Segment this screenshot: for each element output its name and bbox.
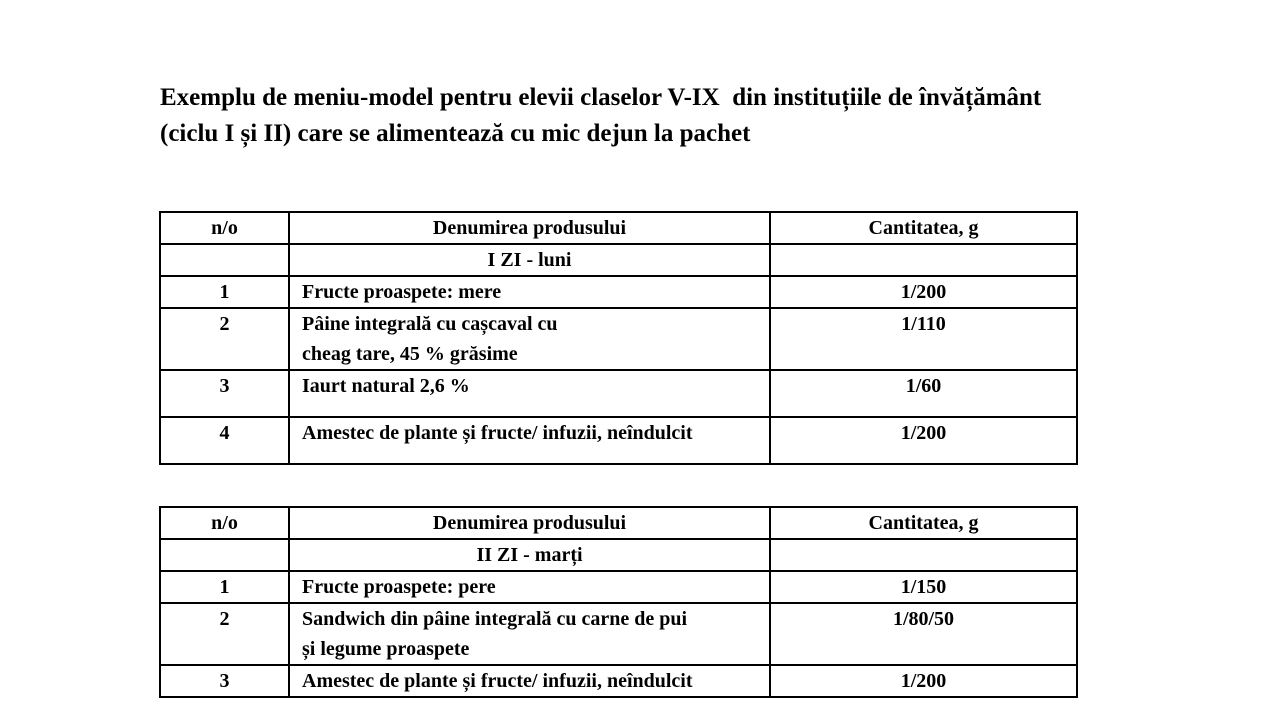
table-header-row (160, 507, 1077, 539)
header-no: n/o (160, 507, 289, 539)
header-quantity: Cantitatea, g (770, 507, 1077, 539)
header-product-name: Denumirea produsului (289, 507, 770, 539)
quantity-value: 1/150 (770, 571, 1077, 603)
product-name-line-1: Pâine integrală cu cașcaval cu (302, 313, 558, 335)
day-row-empty-no (160, 539, 289, 571)
table-header-row (160, 212, 1077, 244)
product-name-line-1: Amestec de plante și fructe/ infuzii, neîndulcit (302, 670, 693, 692)
day-row (160, 244, 1077, 276)
document-title (160, 80, 1160, 152)
title-line-1: Exemplu de meniu-model pentru elevii claselor V-IX din instituțiile de învățământ (160, 84, 1042, 111)
table-row (160, 370, 1077, 417)
quantity-value: 1/80/50 (770, 603, 1077, 665)
day-row-empty-qty (770, 244, 1077, 276)
row-number: 3 (160, 370, 289, 417)
table-row (160, 571, 1077, 603)
menu-table-day-1 (159, 211, 1078, 465)
product-name (289, 665, 770, 697)
quantity-value: 1/200 (770, 417, 1077, 464)
header-product-name: Denumirea produsului (289, 212, 770, 244)
day-label: I ZI - luni (289, 244, 770, 276)
table-row (160, 276, 1077, 308)
quantity-value: 1/200 (770, 665, 1077, 697)
quantity-value: 1/60 (770, 370, 1077, 417)
product-name-line-1: Sandwich din pâine integrală cu carne de pui (302, 608, 688, 630)
row-number: 2 (160, 308, 289, 370)
product-name-line-1: Iaurt natural 2,6 % (302, 375, 470, 397)
table-row (160, 417, 1077, 464)
product-name-line-1: Fructe proaspete: mere (302, 281, 502, 303)
day-row (160, 539, 1077, 571)
product-name (289, 571, 770, 603)
table-row (160, 308, 1077, 370)
table-row (160, 603, 1077, 665)
header-no: n/o (160, 212, 289, 244)
product-name (289, 603, 770, 665)
row-number: 4 (160, 417, 289, 464)
title-line-2: (ciclu I și II) care se alimentează cu mic dejun la pachet (160, 120, 751, 147)
day-row-empty-no (160, 244, 289, 276)
product-name-line-1: Fructe proaspete: pere (302, 576, 496, 598)
product-name-line-2: cheag tare, 45 % grăsime (302, 343, 518, 365)
product-name-line-2: și legume proaspete (302, 638, 470, 660)
row-number: 1 (160, 571, 289, 603)
day-label: II ZI - marți (289, 539, 770, 571)
table-row (160, 665, 1077, 697)
day-row-empty-qty (770, 539, 1077, 571)
product-name-line-1: Amestec de plante și fructe/ infuzii, neîndulcit (302, 422, 693, 444)
quantity-value: 1/110 (770, 308, 1077, 370)
header-quantity: Cantitatea, g (770, 212, 1077, 244)
menu-table-day-2 (159, 506, 1078, 698)
row-number: 1 (160, 276, 289, 308)
product-name (289, 308, 770, 370)
quantity-value: 1/200 (770, 276, 1077, 308)
row-number: 2 (160, 603, 289, 665)
product-name (289, 370, 770, 417)
product-name (289, 276, 770, 308)
product-name (289, 417, 770, 464)
row-number: 3 (160, 665, 289, 697)
